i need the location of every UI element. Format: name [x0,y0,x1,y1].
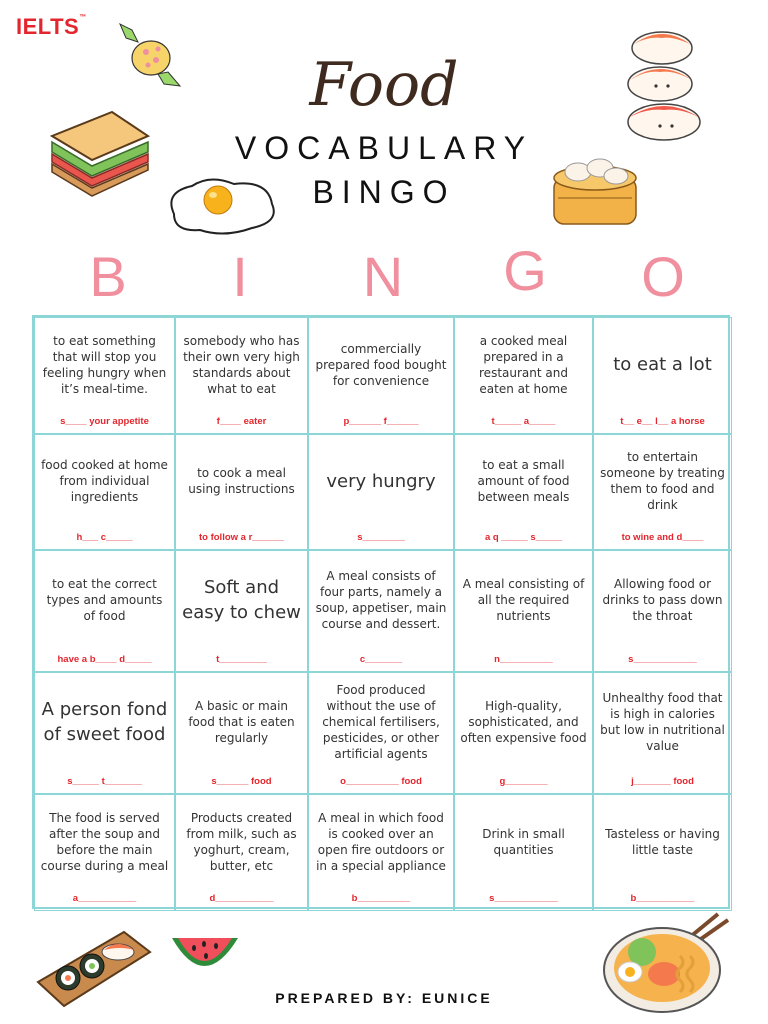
cell-answer-hint: s______ food [211,776,272,787]
cell-answer-hint: s____ your appetite [60,416,149,427]
cell-answer-hint: to follow a r______ [198,532,284,543]
bingo-cell[interactable] [308,434,454,550]
bingo-cell[interactable] [34,317,175,434]
cell-answer-hint: c_______ [359,654,403,665]
cell-clue: to eat a small amount of food between meals [477,458,570,504]
cell-clue: Soft and easy to chew [182,577,301,623]
title-vocabulary: VOCABULARY [234,130,534,166]
cell-clue: The food is served after the soup and before the main course during a meal [40,810,169,873]
bingo-cell[interactable] [34,794,175,911]
bingo-cell[interactable] [593,434,732,550]
bingo-letter-o: O [641,245,685,308]
cell-clue: Tasteless or having little taste [605,826,720,857]
cell-answer-hint: b__________ [351,893,411,904]
trademark-mark: ™ [79,14,87,21]
cell-clue: A meal consists of four parts, namely a soup, appetiser, main course and dessert. [315,569,447,631]
bingo-grid [32,315,730,909]
sushi-stack-icon [612,22,710,144]
cell-clue: food cooked at home from individual ingredients [41,458,168,504]
cell-answer-hint: a q _____ s_____ [484,532,563,543]
cell-clue: to eat something that will stop you feeling hungry when it’s meal-time. [42,333,167,396]
cell-clue: to eat the correct types and amounts of food [46,577,163,623]
cell-clue: commercially prepared food bought for convenience [315,341,447,388]
cell-clue: High-quality, sophisticated, and often expensive food [460,699,587,745]
bingo-cell[interactable] [454,794,593,911]
bingo-cell[interactable] [175,794,308,911]
cell-answer-hint: j_______ food [631,776,694,787]
bingo-cell[interactable] [454,317,593,434]
bingo-cell[interactable] [593,317,732,434]
cell-answer-hint: f____ eater [216,416,267,427]
cell-clue: to cook a meal using instructions [188,466,295,496]
bingo-cell[interactable] [175,317,308,434]
bingo-cell[interactable] [308,794,454,911]
bingo-cell[interactable] [454,434,593,550]
cell-answer-hint: t__ e__ l__ a horse [620,416,705,427]
bingo-letter-g: G [503,239,547,302]
bingo-cell[interactable] [175,434,308,550]
bingo-cell[interactable] [454,550,593,672]
cell-clue: A meal in which food is cooked over an open fire outdoors or in a special appliance [316,810,446,873]
cell-clue: Drink in small quantities [482,826,565,857]
cell-answer-hint: h___ c_____ [76,532,133,543]
bingo-letter-b: B [89,245,127,308]
bingo-cell[interactable] [34,550,175,672]
cell-answer-hint: p______ f______ [343,416,419,427]
cell-answer-hint: s____________ [489,893,558,904]
cell-answer-hint: s_____ t_______ [67,776,142,787]
bingo-cell[interactable] [175,672,308,794]
cell-answer-hint: t_________ [216,654,267,665]
cell-clue: to eat a lot [613,354,712,375]
cell-clue: a cooked meal prepared in a restaurant and eaten at home [479,333,568,396]
title-bingo: BINGO [312,174,456,210]
cell-clue: A person fond of sweet food [41,699,168,745]
bingo-cell[interactable] [308,550,454,672]
cell-answer-hint: o__________ food [340,776,422,787]
cell-clue: Food produced without the use of chemical fertilisers, pesticides, or other artificial agents [322,683,440,761]
cell-answer-hint: d___________ [209,893,274,904]
cell-clue: Products created from milk, such as yoghurt, cream, butter, etc [186,810,297,873]
cell-clue: very hungry [326,470,436,492]
cell-answer-hint: t_____ a_____ [491,416,556,427]
cell-clue: Unhealthy food that is high in calories but low in nutritional value [600,691,725,753]
cell-answer-hint: have a b____ d_____ [57,654,152,665]
fried-egg-icon [164,174,282,238]
bingo-letter-n: N [362,245,404,308]
bingo-cell[interactable] [308,672,454,794]
cell-answer-hint: s____________ [628,654,697,665]
bingo-cell[interactable] [175,550,308,672]
ramen-bowl-icon [600,912,732,1020]
bingo-letter-i: I [232,245,248,308]
cell-clue: Allowing food or drinks to pass down the throat [602,577,723,623]
bingo-cell[interactable] [593,550,732,672]
bingo-cell[interactable] [34,672,175,794]
cell-answer-hint: to wine and d____ [621,532,704,543]
bingo-cell[interactable] [308,317,454,434]
bingo-cell[interactable] [454,672,593,794]
cell-clue: A basic or main food that is eaten regularly [188,699,295,745]
brand-logo [16,14,87,40]
cell-answer-hint: g________ [499,776,548,787]
cell-answer-hint: b___________ [630,893,695,904]
bingo-cell[interactable] [34,434,175,550]
cell-answer-hint: s________ [357,532,405,543]
brand-name: IELTS [16,14,80,39]
cell-clue: somebody who has their own very high standards about what to eat [183,333,300,396]
title-food: Food [309,50,459,120]
cell-clue: to entertain someone by treating them to food and drink [600,450,725,512]
cell-answer-hint: n__________ [494,654,553,665]
bingo-cell[interactable] [593,672,732,794]
bingo-cell[interactable] [593,794,732,911]
watermelon-icon [168,930,242,982]
dumpling-steamer-icon [548,150,642,230]
prepared-by-credit: PREPARED BY: EUNICE [275,990,493,1006]
cell-answer-hint: a___________ [72,893,137,904]
cell-clue: A meal consisting of all the required nutrients [462,577,585,623]
